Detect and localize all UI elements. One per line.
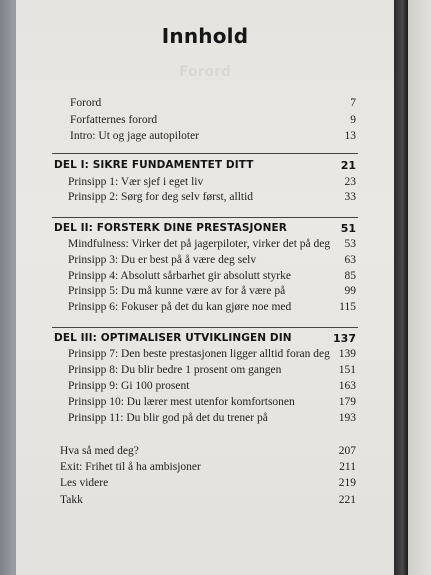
toc-back-entry bbox=[16, 445, 394, 461]
toc-front-entry bbox=[16, 130, 394, 146]
toc-entry-label: Prinsipp 2: Sørg for deg selv først, alltid bbox=[68, 191, 254, 203]
toc-part-heading bbox=[16, 159, 394, 175]
toc-entry-label: Prinsipp 3: Du er best på å være deg selv bbox=[68, 254, 257, 266]
toc-page-number: 179 bbox=[338, 396, 356, 408]
toc-part-entry bbox=[16, 301, 394, 317]
toc-page-number: 163 bbox=[338, 380, 356, 392]
toc-back-entry bbox=[16, 494, 394, 510]
toc-entry-label: Prinsipp 10: Du lærer mest utenfor komfortsonen bbox=[68, 396, 295, 408]
toc-entry-label: DEL III: OPTIMALISER UTVIKLINGEN DIN bbox=[54, 332, 292, 344]
toc-entry-label: Prinsipp 5: Du må kunne være av for å være på bbox=[68, 285, 286, 297]
toc-page-number: 151 bbox=[338, 364, 356, 376]
toc-entry-label: Prinsipp 4: Absolutt sårbarhet gir absolutt styrke bbox=[68, 270, 291, 282]
toc-entry-label: Prinsipp 8: Du blir bedre 1 prosent om gangen bbox=[68, 364, 282, 376]
toc-page-number: 51 bbox=[340, 222, 356, 235]
toc-part-entry bbox=[16, 270, 394, 286]
toc-page-number: 23 bbox=[344, 176, 356, 188]
page-title: Innhold bbox=[161, 24, 249, 48]
toc-part-entry bbox=[16, 396, 394, 412]
toc-front-entry bbox=[16, 114, 394, 130]
toc-page-number: 207 bbox=[338, 445, 356, 457]
toc-entry-label: Exit: Frihet til å ha ambisjoner bbox=[60, 461, 201, 473]
toc-part-heading bbox=[16, 332, 394, 348]
toc-entry-label: Prinsipp 1: Vær sjef i eget liv bbox=[68, 176, 204, 188]
toc-part-entry bbox=[16, 285, 394, 301]
toc-page-number: 53 bbox=[344, 238, 356, 250]
toc-part-entry bbox=[16, 380, 394, 396]
toc-part-entry bbox=[16, 364, 394, 380]
toc-front-entry bbox=[16, 97, 394, 113]
section-divider bbox=[52, 327, 358, 328]
toc-page-number: 193 bbox=[338, 412, 356, 424]
toc-entry-label: Forfatternes forord bbox=[70, 114, 158, 126]
toc-entry-label: Takk bbox=[60, 494, 83, 506]
book-spine bbox=[394, 0, 408, 575]
toc-back-entry bbox=[16, 461, 394, 477]
toc-page-number: 63 bbox=[344, 254, 356, 266]
toc-entry-label: Prinsipp 7: Den beste prestasjonen ligger alltid foran deg bbox=[68, 348, 330, 360]
toc-entry-label: Forord bbox=[70, 97, 102, 109]
toc-entry-label: Prinsipp 6: Fokuser på det du kan gjøre noe med bbox=[68, 301, 292, 313]
toc-entry-label: DEL II: FORSTERK DINE PRESTASJONER bbox=[54, 222, 287, 234]
toc-page-number: 211 bbox=[339, 461, 356, 473]
toc-entry-label: Mindfulness: Virker det på jagerpiloter, virker det på deg bbox=[68, 238, 331, 250]
toc-part-entry bbox=[16, 348, 394, 364]
toc-part-entry bbox=[16, 254, 394, 270]
toc-page-number: 99 bbox=[344, 285, 356, 297]
toc-page-number: 219 bbox=[338, 477, 356, 489]
toc-page-number: 33 bbox=[344, 191, 356, 203]
toc-part-entry bbox=[16, 238, 394, 254]
book-page bbox=[16, 0, 394, 575]
toc-part-heading bbox=[16, 222, 394, 238]
toc-page-number: 7 bbox=[350, 97, 356, 109]
toc-entry-label: Prinsipp 9: Gi 100 prosent bbox=[68, 380, 190, 392]
toc-entry-label: Les videre bbox=[60, 477, 109, 489]
toc-page-number: 139 bbox=[338, 348, 356, 360]
section-divider bbox=[52, 153, 358, 154]
facing-page-edge bbox=[408, 0, 431, 575]
toc-page-number: 13 bbox=[344, 130, 356, 142]
toc-page-number: 221 bbox=[338, 494, 356, 506]
toc-page-number: 85 bbox=[344, 270, 356, 282]
show-through-title: Forord bbox=[178, 64, 232, 80]
toc-page-number: 115 bbox=[339, 301, 356, 313]
toc-page-number: 9 bbox=[350, 114, 356, 126]
toc-entry-label: Prinsipp 11: Du blir god på det du trener på bbox=[68, 412, 268, 424]
toc-entry-label: Hva så med deg? bbox=[60, 445, 139, 457]
toc-entry-label: Intro: Ut og jage autopiloter bbox=[70, 130, 200, 142]
toc-page-number: 21 bbox=[340, 159, 356, 172]
section-divider bbox=[52, 217, 358, 218]
toc-back-entry bbox=[16, 477, 394, 493]
toc-part-entry bbox=[16, 412, 394, 428]
toc-part-entry bbox=[16, 191, 394, 207]
toc-page-number: 137 bbox=[333, 332, 356, 345]
toc-part-entry bbox=[16, 176, 394, 192]
toc-entry-label: DEL I: SIKRE FUNDAMENTET DITT bbox=[54, 159, 254, 171]
